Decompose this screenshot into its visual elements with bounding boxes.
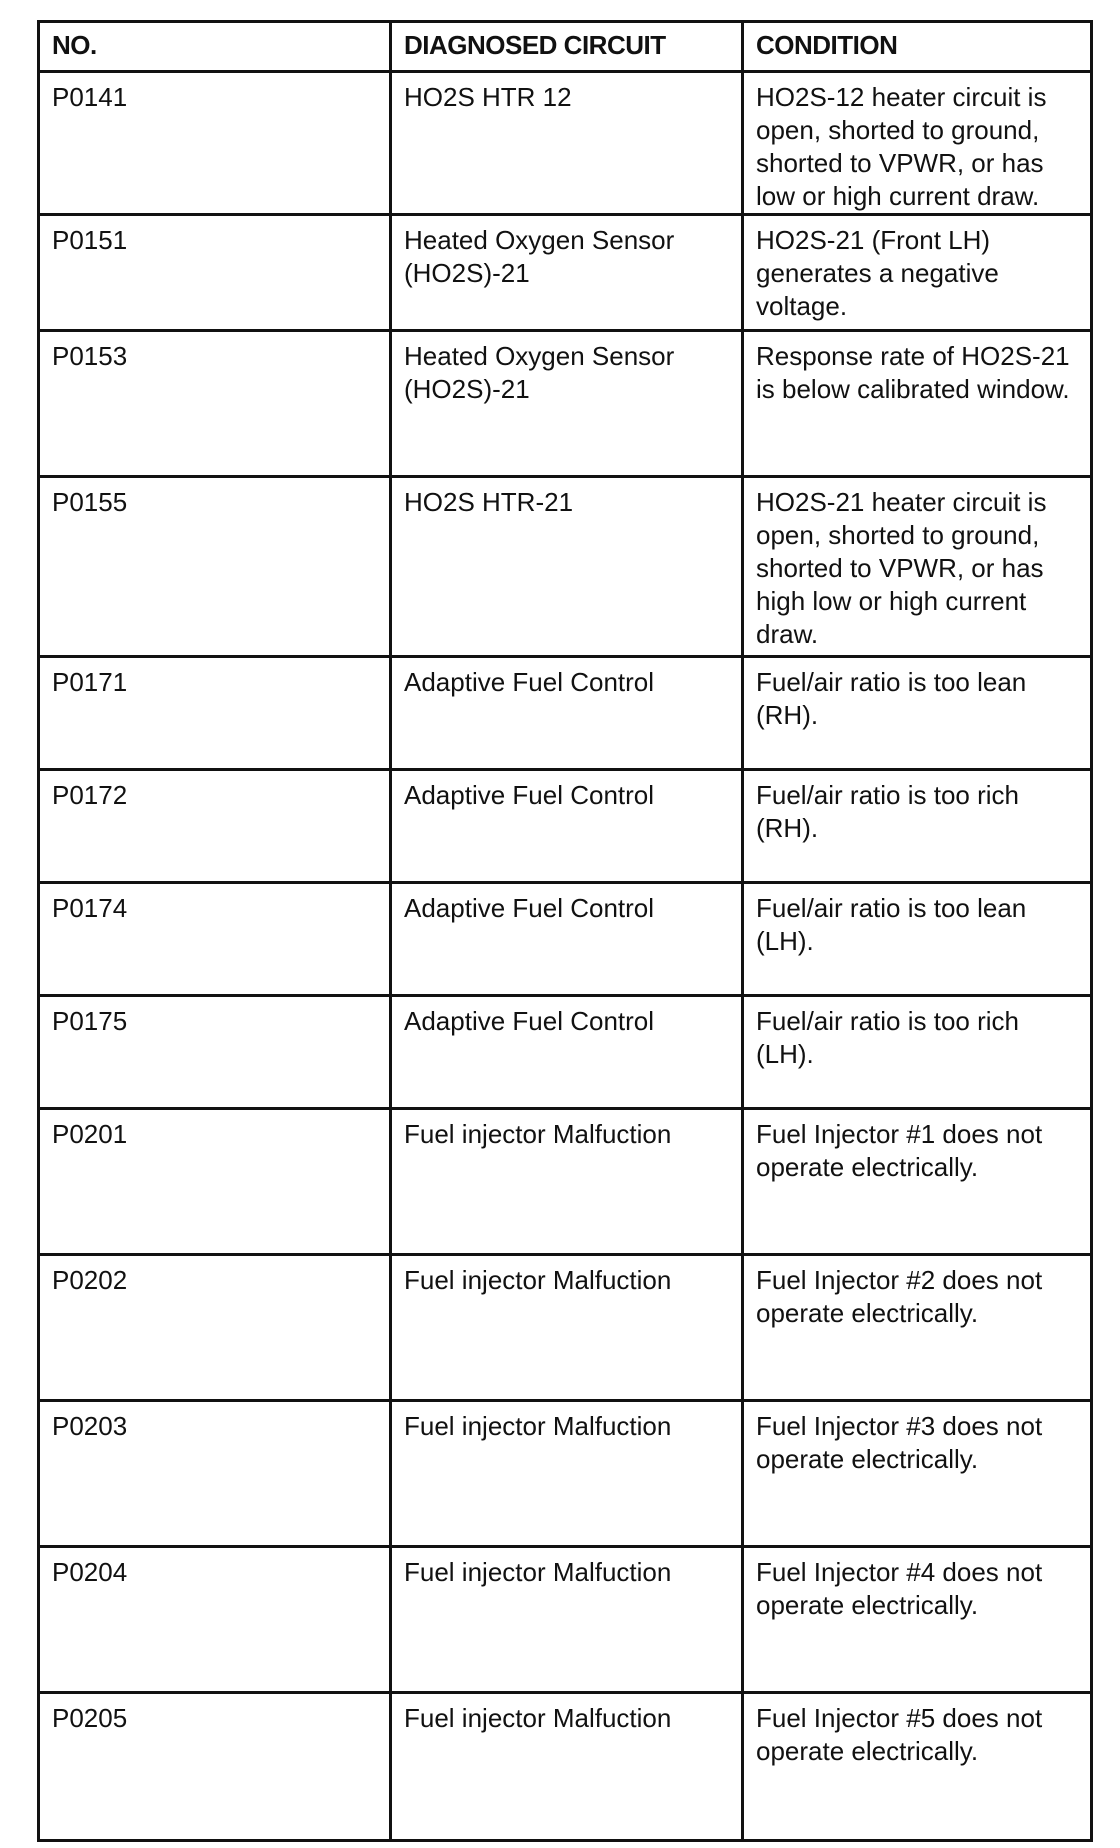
row-circuit: Adaptive Fuel Control [391, 996, 743, 1109]
row-condition: Fuel Injector #2 does not operate electrically. [743, 1255, 1092, 1401]
row-condition: Fuel Injector #4 does not operate electrically. [743, 1547, 1092, 1693]
table-header [39, 22, 1092, 72]
row-circuit: Fuel injector Malfuction [391, 1401, 743, 1547]
header-row [39, 22, 1092, 72]
table-row [39, 883, 1092, 996]
row-code: P0141 [39, 72, 391, 215]
row-condition: Fuel/air ratio is too lean (LH). [743, 883, 1092, 996]
row-circuit: Adaptive Fuel Control [391, 883, 743, 996]
row-circuit: Fuel injector Malfuction [391, 1693, 743, 1841]
row-code: P0204 [39, 1547, 391, 1693]
table-row [39, 1401, 1092, 1547]
row-condition: HO2S-12 heater circuit is open, shorted to ground, shorted to VPWR, or has low or high current draw. [743, 72, 1092, 215]
table-row [39, 72, 1092, 215]
row-circuit: Fuel injector Malfuction [391, 1255, 743, 1401]
row-code: P0202 [39, 1255, 391, 1401]
row-circuit: Fuel injector Malfuction [391, 1109, 743, 1255]
table-row [39, 331, 1092, 477]
table-row [39, 1547, 1092, 1693]
row-circuit: Adaptive Fuel Control [391, 657, 743, 770]
header-condition: CONDITION [743, 22, 1092, 72]
header-diagnosed-circuit: DIAGNOSED CIRCUIT [391, 22, 743, 72]
row-code: P0174 [39, 883, 391, 996]
table-row [39, 1693, 1092, 1841]
dtc-table [37, 20, 1093, 1842]
row-condition: Response rate of HO2S-21 is below calibrated window. [743, 331, 1092, 477]
table-row [39, 770, 1092, 883]
row-code: P0175 [39, 996, 391, 1109]
row-code: P0205 [39, 1693, 391, 1841]
row-condition: HO2S-21 (Front LH) generates a negative voltage. [743, 215, 1092, 331]
table-row [39, 215, 1092, 331]
table-row [39, 996, 1092, 1109]
row-code: P0172 [39, 770, 391, 883]
row-circuit: Adaptive Fuel Control [391, 770, 743, 883]
row-circuit: HO2S HTR 12 [391, 72, 743, 215]
row-code: P0151 [39, 215, 391, 331]
row-code: P0203 [39, 1401, 391, 1547]
table-row [39, 1255, 1092, 1401]
row-condition: HO2S-21 heater circuit is open, shorted to ground, shorted to VPWR, or has high low or high current draw. [743, 477, 1092, 657]
row-condition: Fuel/air ratio is too rich (LH). [743, 996, 1092, 1109]
header-no: NO. [39, 22, 391, 72]
row-circuit: Heated Oxygen Sensor (HO2S)-21 [391, 215, 743, 331]
row-code: P0201 [39, 1109, 391, 1255]
table-row [39, 657, 1092, 770]
row-condition: Fuel/air ratio is too rich (RH). [743, 770, 1092, 883]
row-code: P0155 [39, 477, 391, 657]
row-condition: Fuel/air ratio is too lean (RH). [743, 657, 1092, 770]
row-condition: Fuel Injector #5 does not operate electrically. [743, 1693, 1092, 1841]
row-code: P0153 [39, 331, 391, 477]
row-condition: Fuel Injector #3 does not operate electrically. [743, 1401, 1092, 1547]
row-code: P0171 [39, 657, 391, 770]
table-body [39, 72, 1092, 1841]
row-circuit: HO2S HTR-21 [391, 477, 743, 657]
table-row [39, 477, 1092, 657]
row-circuit: Heated Oxygen Sensor (HO2S)-21 [391, 331, 743, 477]
table-row [39, 1109, 1092, 1255]
row-condition: Fuel Injector #1 does not operate electrically. [743, 1109, 1092, 1255]
row-circuit: Fuel injector Malfuction [391, 1547, 743, 1693]
